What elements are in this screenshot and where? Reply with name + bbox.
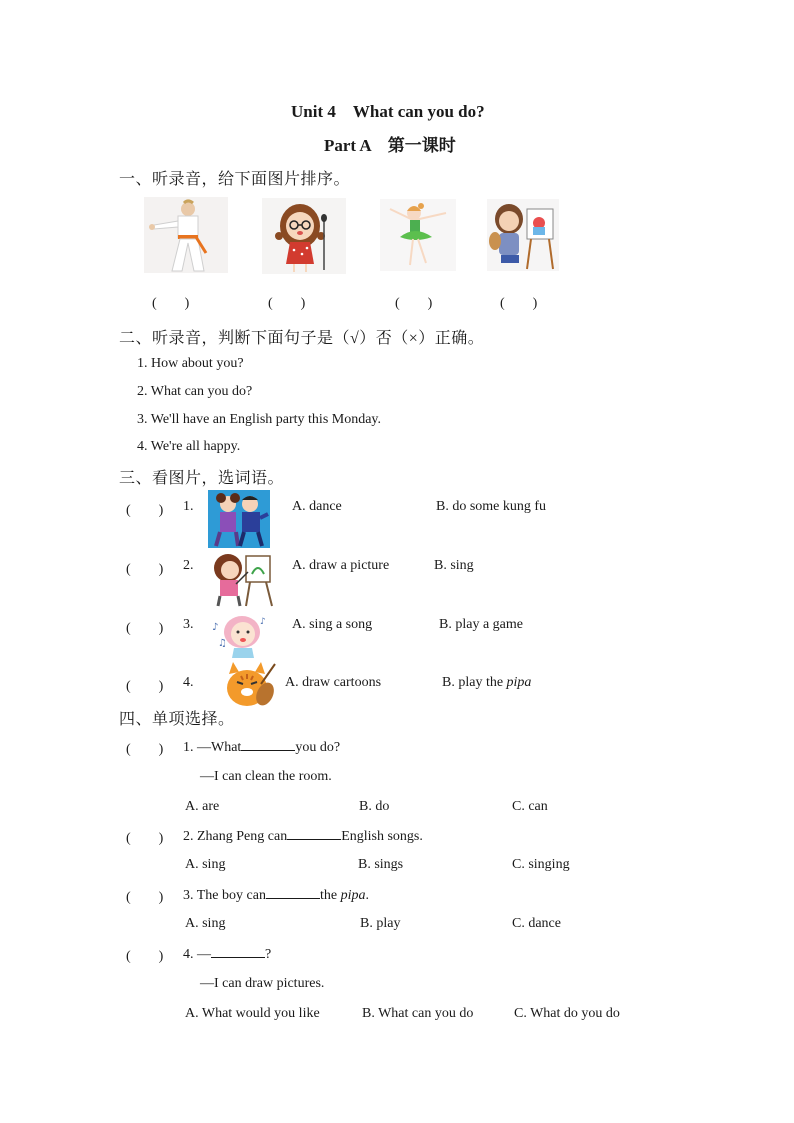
kung-fu-kids-picture bbox=[208, 490, 270, 548]
choice-blank-4[interactable]: ( ) bbox=[126, 679, 164, 694]
mc-question-3 bbox=[183, 886, 369, 904]
section1-heading: 一、听录音，给下面图片排序。 bbox=[119, 171, 351, 188]
order-blank-3[interactable]: ( ) bbox=[395, 296, 433, 311]
singing-girl-picture bbox=[262, 198, 346, 274]
mc-answer-line-4: —I can draw pictures. bbox=[200, 976, 325, 991]
page-title: Unit 4 What can you do? bbox=[291, 102, 485, 121]
option-a[interactable]: A. sing bbox=[185, 857, 226, 872]
option-b[interactable]: B. do some kung fu bbox=[436, 499, 547, 514]
section3-heading: 三、看图片，选词语。 bbox=[119, 470, 285, 487]
order-blank-4[interactable]: ( ) bbox=[500, 296, 538, 311]
mc-blank-4[interactable]: ( ) bbox=[126, 949, 164, 964]
svg-text:♪: ♪ bbox=[260, 617, 266, 627]
section4-heading: 四、单项选择。 bbox=[119, 711, 235, 728]
question-text: . bbox=[365, 888, 369, 903]
option-c[interactable]: C. singing bbox=[512, 857, 570, 872]
option-a[interactable]: A. sing bbox=[185, 916, 226, 931]
singing-girl-picture bbox=[208, 610, 270, 660]
option-b[interactable] bbox=[442, 675, 531, 691]
question-number: 3. bbox=[183, 617, 194, 632]
judge-sentence-2: 2. What can you do? bbox=[137, 384, 253, 399]
question-text: the bbox=[319, 888, 341, 903]
option-b[interactable]: B. do bbox=[359, 799, 390, 814]
option-c[interactable]: C. dance bbox=[512, 916, 561, 931]
option-b-italic: pipa bbox=[506, 675, 532, 690]
option-a[interactable]: A. are bbox=[185, 799, 220, 814]
question-italic: pipa bbox=[340, 888, 366, 903]
option-a[interactable]: A. draw a picture bbox=[292, 558, 390, 573]
judge-sentence-1: 1. How about you? bbox=[137, 356, 244, 371]
option-a[interactable]: A. sing a song bbox=[292, 617, 373, 632]
mc-blank-1[interactable]: ( ) bbox=[126, 742, 164, 757]
judge-sentence-3: 3. We'll have an English party this Monday. bbox=[137, 412, 382, 427]
question-number: 2. bbox=[183, 558, 194, 573]
question-text: 4. — bbox=[183, 947, 211, 962]
question-number: 4. bbox=[183, 675, 194, 690]
option-b[interactable]: B. sing bbox=[434, 558, 474, 573]
svg-text:♪: ♪ bbox=[212, 622, 219, 633]
pipa-cat-picture bbox=[221, 660, 279, 710]
question-text: 1. —What bbox=[183, 740, 242, 755]
option-a[interactable]: A. What would you like bbox=[185, 1006, 320, 1021]
dancing-girl-picture bbox=[380, 199, 456, 271]
question-text: ? bbox=[265, 947, 272, 962]
option-a[interactable]: A. dance bbox=[292, 499, 342, 514]
option-b[interactable]: B. What can you do bbox=[362, 1006, 474, 1021]
fill-blank[interactable] bbox=[266, 886, 320, 899]
option-b[interactable]: B. sings bbox=[358, 857, 404, 872]
mc-question-2 bbox=[183, 827, 423, 845]
fill-blank[interactable] bbox=[287, 827, 341, 840]
option-c[interactable]: C. can bbox=[512, 799, 548, 814]
painting-girl-picture bbox=[208, 550, 276, 608]
question-text: 3. The boy can bbox=[183, 888, 266, 903]
mc-question-4 bbox=[183, 945, 271, 963]
choice-blank-2[interactable]: ( ) bbox=[126, 562, 164, 577]
choice-blank-1[interactable]: ( ) bbox=[126, 503, 164, 518]
svg-text:♫: ♫ bbox=[218, 638, 227, 649]
option-c[interactable]: C. What do you do bbox=[514, 1006, 620, 1021]
mc-question-1 bbox=[183, 738, 340, 756]
option-b[interactable]: B. play bbox=[360, 916, 401, 931]
order-blank-2[interactable]: ( ) bbox=[268, 296, 306, 311]
mc-blank-2[interactable]: ( ) bbox=[126, 831, 164, 846]
page-subtitle: Part A 第一课时 bbox=[324, 136, 456, 155]
fill-blank[interactable] bbox=[241, 738, 295, 751]
option-b[interactable]: B. play a game bbox=[439, 617, 523, 632]
mc-blank-3[interactable]: ( ) bbox=[126, 890, 164, 905]
judge-sentence-4: 4. We're all happy. bbox=[137, 439, 241, 454]
question-text: English songs. bbox=[341, 829, 423, 844]
order-blank-1[interactable]: ( ) bbox=[152, 296, 190, 311]
mc-answer-line-1: —I can clean the room. bbox=[200, 769, 332, 784]
question-text: 2. Zhang Peng can bbox=[183, 829, 288, 844]
section2-heading: 二、听录音，判断下面句子是（√）否（×）正确。 bbox=[119, 330, 485, 347]
fill-blank[interactable] bbox=[211, 945, 265, 958]
option-a[interactable]: A. draw cartoons bbox=[285, 675, 382, 690]
kung-fu-boy-picture bbox=[144, 197, 228, 273]
choice-blank-3[interactable]: ( ) bbox=[126, 621, 164, 636]
question-number: 1. bbox=[183, 499, 194, 514]
painting-girl-picture bbox=[487, 199, 559, 271]
question-text: you do? bbox=[295, 740, 341, 755]
option-b-text: B. play the bbox=[442, 675, 507, 690]
